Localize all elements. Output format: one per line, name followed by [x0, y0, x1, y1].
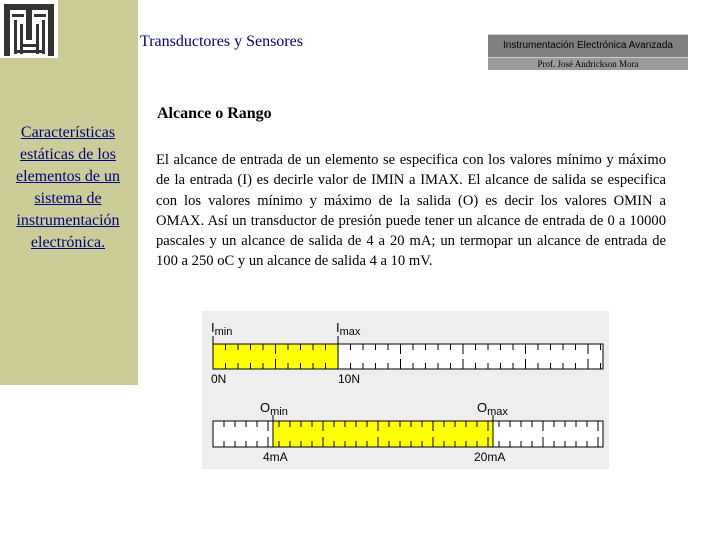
output-min-base: O — [260, 400, 271, 415]
input-min-base: I — [211, 320, 215, 335]
output-right-value: 20mA — [474, 450, 506, 464]
input-left-value: 0N — [211, 372, 227, 386]
output-max-base: O — [477, 400, 488, 415]
range-figure — [202, 311, 609, 469]
output-min-label — [260, 400, 288, 418]
course-name: Instrumentación Electrónica Avanzada — [503, 40, 673, 51]
section-paragraph: El alcance de entrada de un elemento se especifica con los valores mínimo y máximo de la entrada (I) es decirle valor de IMIN a IMAX. El alcance de salida se especifica con los valores mínimo y máximo de la salida (O) es decir los valores OMIN a OMAX. Así un transductor de presión puede tener un alcance de entrada de 0 a 10000 pascales y un alcance de salida de 4 a 20 mA; un termopar un alcance de entrada de 100 a 250 oC y un alcance de salida 4 a 10 mV. — [156, 152, 666, 270]
input-right-value: 10N — [338, 372, 361, 386]
input-max-label — [336, 320, 361, 338]
input-max-sub: max — [339, 326, 361, 338]
sidebar-link-static-characteristics[interactable]: Características estáticas de los elementos de un sistema de instrumentación electrónica. — [16, 124, 120, 251]
range-scales-diagram — [202, 311, 609, 469]
output-min-sub: min — [270, 406, 288, 418]
input-max-base: I — [336, 320, 340, 335]
section-heading: Alcance o Rango — [157, 105, 272, 122]
input-min-sub: min — [214, 326, 233, 338]
output-left-value: 4mA — [263, 450, 288, 464]
output-range-fill — [273, 421, 493, 447]
professor-name: Prof. José Andrickson Mora — [537, 59, 639, 69]
logo-mark-icon — [0, 0, 58, 58]
page-title: Transductores y Sensores — [140, 33, 303, 50]
output-max-sub: max — [487, 406, 508, 418]
course-banner — [488, 34, 688, 58]
university-logo — [0, 0, 58, 58]
input-min-label — [211, 320, 232, 338]
sidebar — [0, 0, 138, 385]
